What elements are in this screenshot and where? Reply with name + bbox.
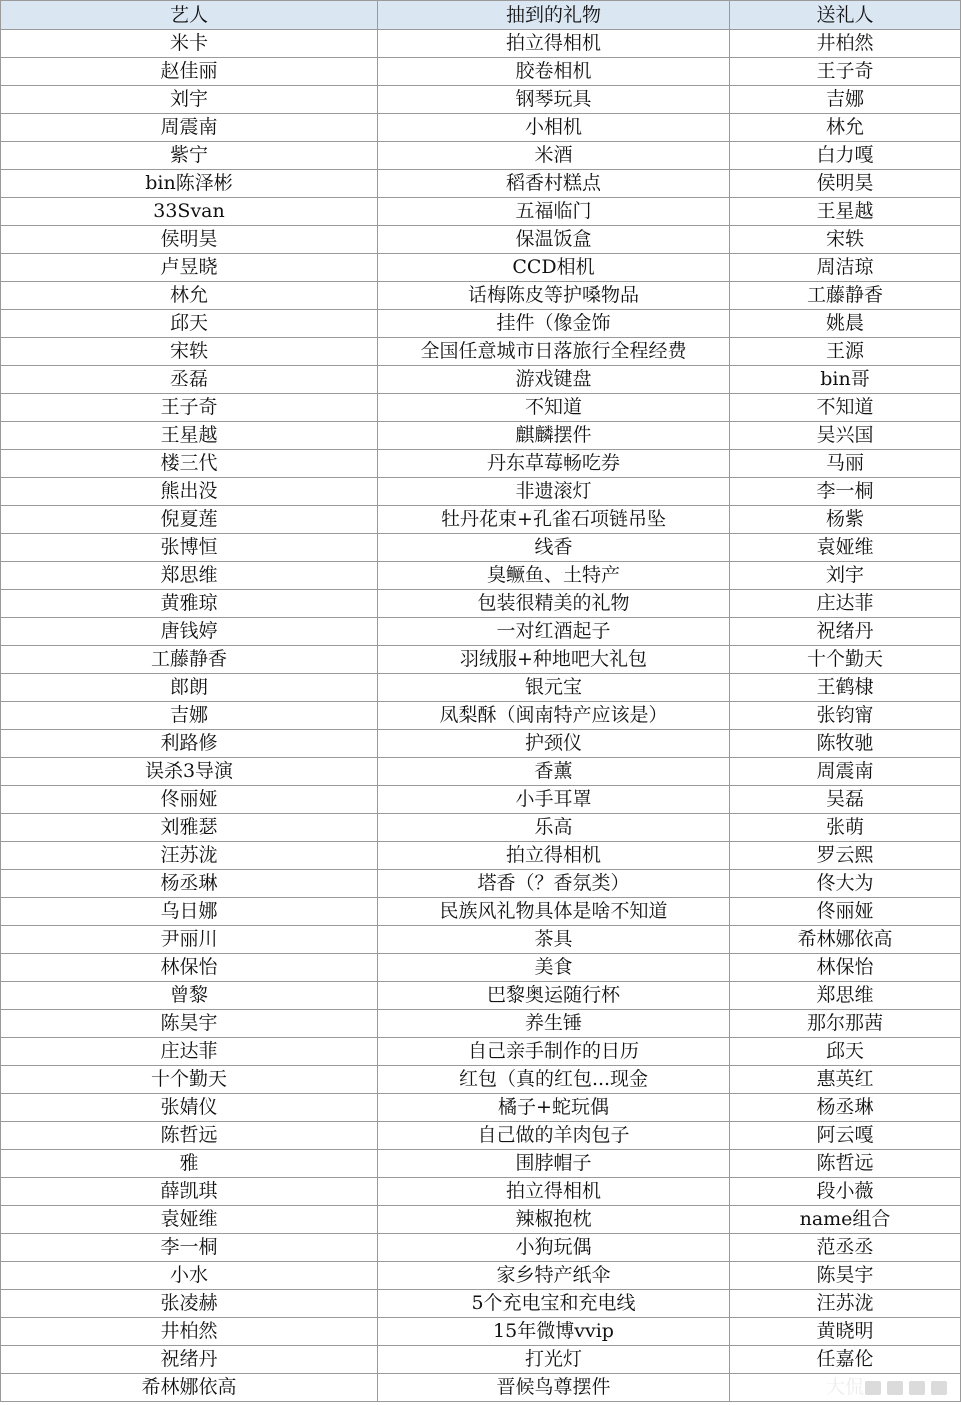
cell-giver: 杨紫	[730, 506, 961, 534]
cell-giver: 张钧甯	[730, 702, 961, 730]
table-row	[1, 478, 961, 506]
watermark-overlay	[797, 1375, 953, 1401]
cell-gift: 乐高	[378, 814, 730, 842]
cell-giver: 王源	[730, 338, 961, 366]
cell-giver: 吉娜	[730, 86, 961, 114]
cell-giver: 白力嘎	[730, 142, 961, 170]
cell-artist: 周震南	[1, 114, 378, 142]
cell-gift: 晋候鸟尊摆件	[378, 1374, 730, 1402]
cell-giver: 李一桐	[730, 478, 961, 506]
table-row	[1, 1122, 961, 1150]
cell-giver: 罗云熙	[730, 842, 961, 870]
cell-gift: 挂件（像金饰	[378, 310, 730, 338]
cell-giver: 佟丽娅	[730, 898, 961, 926]
cell-artist: 乌日娜	[1, 898, 378, 926]
cell-artist: 刘雅瑟	[1, 814, 378, 842]
cell-giver: 杨丞琳	[730, 1094, 961, 1122]
cell-gift: 麒麟摆件	[378, 422, 730, 450]
cell-gift: 银元宝	[378, 674, 730, 702]
table-row	[1, 282, 961, 310]
cell-artist: 曾黎	[1, 982, 378, 1010]
table-row	[1, 394, 961, 422]
watermark-icon	[865, 1381, 881, 1395]
cell-gift: 保温饭盒	[378, 226, 730, 254]
cell-gift: 小狗玩偶	[378, 1234, 730, 1262]
cell-giver: 汪苏泷	[730, 1290, 961, 1318]
cell-artist: 利路修	[1, 730, 378, 758]
cell-giver: 宋轶	[730, 226, 961, 254]
cell-giver: 不知道	[730, 394, 961, 422]
cell-gift: 游戏键盘	[378, 366, 730, 394]
cell-gift: 一对红酒起子	[378, 618, 730, 646]
cell-gift: 不知道	[378, 394, 730, 422]
table-row	[1, 786, 961, 814]
cell-giver: 张萌	[730, 814, 961, 842]
table-row	[1, 1206, 961, 1234]
cell-giver: 任嘉伦	[730, 1346, 961, 1374]
cell-artist: 楼三代	[1, 450, 378, 478]
cell-giver: 祝绪丹	[730, 618, 961, 646]
cell-gift: 稻香村糕点	[378, 170, 730, 198]
cell-artist: 张博恒	[1, 534, 378, 562]
cell-artist: 王星越	[1, 422, 378, 450]
cell-artist: 误杀3导演	[1, 758, 378, 786]
header-row	[1, 1, 961, 30]
cell-gift: 米酒	[378, 142, 730, 170]
cell-artist: 杨丞琳	[1, 870, 378, 898]
cell-gift: 围脖帽子	[378, 1150, 730, 1178]
table-row	[1, 954, 961, 982]
cell-artist: 吉娜	[1, 702, 378, 730]
table-row	[1, 590, 961, 618]
cell-gift: 5个充电宝和充电线	[378, 1290, 730, 1318]
table-row	[1, 450, 961, 478]
table-row	[1, 730, 961, 758]
cell-giver: 林允	[730, 114, 961, 142]
table-row	[1, 1038, 961, 1066]
cell-gift: 茶具	[378, 926, 730, 954]
cell-artist: 雅	[1, 1150, 378, 1178]
table-row	[1, 422, 961, 450]
cell-giver: 陈哲远	[730, 1150, 961, 1178]
cell-giver: 刘宇	[730, 562, 961, 590]
table-row	[1, 338, 961, 366]
cell-giver: 姚晨	[730, 310, 961, 338]
cell-giver: 王星越	[730, 198, 961, 226]
cell-gift: 牡丹花束+孔雀石项链吊坠	[378, 506, 730, 534]
table-row	[1, 142, 961, 170]
cell-gift: 民族风礼物具体是啥不知道	[378, 898, 730, 926]
table-row	[1, 1262, 961, 1290]
cell-gift: 钢琴玩具	[378, 86, 730, 114]
cell-gift: 臭鳜鱼、土特产	[378, 562, 730, 590]
table-row	[1, 534, 961, 562]
cell-gift: 美食	[378, 954, 730, 982]
cell-gift: 橘子+蛇玩偶	[378, 1094, 730, 1122]
cell-artist: 倪夏莲	[1, 506, 378, 534]
table-row	[1, 1290, 961, 1318]
cell-giver: 陈昊宇	[730, 1262, 961, 1290]
cell-artist: 汪苏泷	[1, 842, 378, 870]
cell-artist: 郑思维	[1, 562, 378, 590]
cell-giver: 段小薇	[730, 1178, 961, 1206]
header-giver: 送礼人	[730, 1, 961, 30]
cell-artist: 卢昱晓	[1, 254, 378, 282]
cell-gift: 自己亲手制作的日历	[378, 1038, 730, 1066]
cell-artist: 赵佳丽	[1, 58, 378, 86]
table-row	[1, 1066, 961, 1094]
table-row	[1, 226, 961, 254]
cell-giver: 邱天	[730, 1038, 961, 1066]
table-row	[1, 1346, 961, 1374]
cell-gift: 自己做的羊肉包子	[378, 1122, 730, 1150]
table-row	[1, 870, 961, 898]
cell-artist: 小水	[1, 1262, 378, 1290]
cell-gift: 线香	[378, 534, 730, 562]
table-row	[1, 618, 961, 646]
cell-gift: 话梅陈皮等护嗓物品	[378, 282, 730, 310]
cell-gift: 小手耳罩	[378, 786, 730, 814]
cell-giver: 佟大为	[730, 870, 961, 898]
table-row	[1, 898, 961, 926]
cell-gift: CCD相机	[378, 254, 730, 282]
table-row	[1, 86, 961, 114]
cell-gift: 打光灯	[378, 1346, 730, 1374]
cell-gift: 羽绒服+种地吧大礼包	[378, 646, 730, 674]
cell-artist: 郎朗	[1, 674, 378, 702]
cell-giver: 工藤静香	[730, 282, 961, 310]
cell-artist: 唐钱婷	[1, 618, 378, 646]
cell-gift: 小相机	[378, 114, 730, 142]
table-row	[1, 254, 961, 282]
cell-artist: 王子奇	[1, 394, 378, 422]
cell-artist: 邱天	[1, 310, 378, 338]
table-row	[1, 982, 961, 1010]
cell-artist: 李一桐	[1, 1234, 378, 1262]
cell-giver: 侯明昊	[730, 170, 961, 198]
cell-giver: 十个勤天	[730, 646, 961, 674]
cell-gift: 拍立得相机	[378, 30, 730, 58]
cell-artist: 丞磊	[1, 366, 378, 394]
cell-artist: 林允	[1, 282, 378, 310]
table-row	[1, 114, 961, 142]
table-row	[1, 30, 961, 58]
table-row	[1, 926, 961, 954]
table-row	[1, 814, 961, 842]
table-row	[1, 170, 961, 198]
cell-giver: 那尔那茜	[730, 1010, 961, 1038]
cell-gift: 巴黎奥运随行杯	[378, 982, 730, 1010]
table-row	[1, 674, 961, 702]
watermark-icon	[887, 1381, 903, 1395]
cell-giver: 周震南	[730, 758, 961, 786]
table-header	[1, 1, 961, 30]
cell-giver: bin哥	[730, 366, 961, 394]
cell-giver: 马丽	[730, 450, 961, 478]
table-row	[1, 198, 961, 226]
cell-artist: 张凌赫	[1, 1290, 378, 1318]
cell-gift: 红包（真的红包...现金	[378, 1066, 730, 1094]
table-row	[1, 58, 961, 86]
table-row	[1, 1150, 961, 1178]
cell-artist: 刘宇	[1, 86, 378, 114]
table-row	[1, 1178, 961, 1206]
watermark-icon	[909, 1381, 925, 1395]
cell-artist: 33Svan	[1, 198, 378, 226]
table-row	[1, 1234, 961, 1262]
cell-gift: 家乡特产纸伞	[378, 1262, 730, 1290]
cell-gift: 养生锤	[378, 1010, 730, 1038]
cell-giver: 吴磊	[730, 786, 961, 814]
cell-artist: 工藤静香	[1, 646, 378, 674]
cell-gift: 拍立得相机	[378, 842, 730, 870]
cell-artist: 十个勤天	[1, 1066, 378, 1094]
table-row	[1, 702, 961, 730]
cell-artist: 熊出没	[1, 478, 378, 506]
cell-giver: 范丞丞	[730, 1234, 961, 1262]
table-body	[1, 30, 961, 1402]
cell-artist: 尹丽川	[1, 926, 378, 954]
table-row	[1, 1318, 961, 1346]
cell-giver: 周洁琼	[730, 254, 961, 282]
cell-giver: 井柏然	[730, 30, 961, 58]
table-row	[1, 758, 961, 786]
table-row	[1, 562, 961, 590]
header-gift: 抽到的礼物	[378, 1, 730, 30]
cell-giver: 惠英红	[730, 1066, 961, 1094]
cell-artist: 陈昊宇	[1, 1010, 378, 1038]
cell-gift: 香薰	[378, 758, 730, 786]
table-row	[1, 506, 961, 534]
cell-artist: 张婧仪	[1, 1094, 378, 1122]
cell-artist: 袁娅维	[1, 1206, 378, 1234]
cell-gift: 丹东草莓畅吃券	[378, 450, 730, 478]
cell-artist: 佟丽娅	[1, 786, 378, 814]
cell-gift: 五福临门	[378, 198, 730, 226]
cell-gift: 塔香（？香氛类）	[378, 870, 730, 898]
cell-gift: 护颈仪	[378, 730, 730, 758]
cell-gift: 胶卷相机	[378, 58, 730, 86]
cell-giver: 吴兴国	[730, 422, 961, 450]
cell-artist: 薛凯琪	[1, 1178, 378, 1206]
cell-artist: 庄达菲	[1, 1038, 378, 1066]
cell-artist: 宋轶	[1, 338, 378, 366]
table-row	[1, 366, 961, 394]
cell-artist: 林保怡	[1, 954, 378, 982]
cell-gift: 15年微博vvip	[378, 1318, 730, 1346]
cell-giver: name组合	[730, 1206, 961, 1234]
cell-gift: 凤梨酥（闽南特产应该是）	[378, 702, 730, 730]
cell-giver: 陈牧驰	[730, 730, 961, 758]
cell-artist: 希林娜依高	[1, 1374, 378, 1402]
table-row	[1, 310, 961, 338]
cell-artist: 陈哲远	[1, 1122, 378, 1150]
cell-artist: 黄雅琼	[1, 590, 378, 618]
cell-giver: 黄晓明	[730, 1318, 961, 1346]
cell-giver: 阿云嘎	[730, 1122, 961, 1150]
cell-giver: 郑思维	[730, 982, 961, 1010]
cell-artist: 侯明昊	[1, 226, 378, 254]
cell-artist: 井柏然	[1, 1318, 378, 1346]
cell-giver: 王鹤棣	[730, 674, 961, 702]
header-artist: 艺人	[1, 1, 378, 30]
cell-gift: 拍立得相机	[378, 1178, 730, 1206]
cell-giver: 林保怡	[730, 954, 961, 982]
watermark-icon	[931, 1381, 947, 1395]
cell-gift: 辣椒抱枕	[378, 1206, 730, 1234]
cell-gift: 全国任意城市日落旅行全程经费	[378, 338, 730, 366]
table-row	[1, 646, 961, 674]
table-row	[1, 842, 961, 870]
cell-artist: bin陈泽彬	[1, 170, 378, 198]
cell-gift: 非遗滚灯	[378, 478, 730, 506]
cell-giver: 希林娜依高	[730, 926, 961, 954]
cell-giver: 庄达菲	[730, 590, 961, 618]
cell-artist: 紫宁	[1, 142, 378, 170]
table-row	[1, 1094, 961, 1122]
cell-artist: 米卡	[1, 30, 378, 58]
cell-giver: 王子奇	[730, 58, 961, 86]
cell-gift: 包装很精美的礼物	[378, 590, 730, 618]
table-row	[1, 1010, 961, 1038]
cell-giver: 袁娅维	[730, 534, 961, 562]
cell-artist: 祝绪丹	[1, 1346, 378, 1374]
